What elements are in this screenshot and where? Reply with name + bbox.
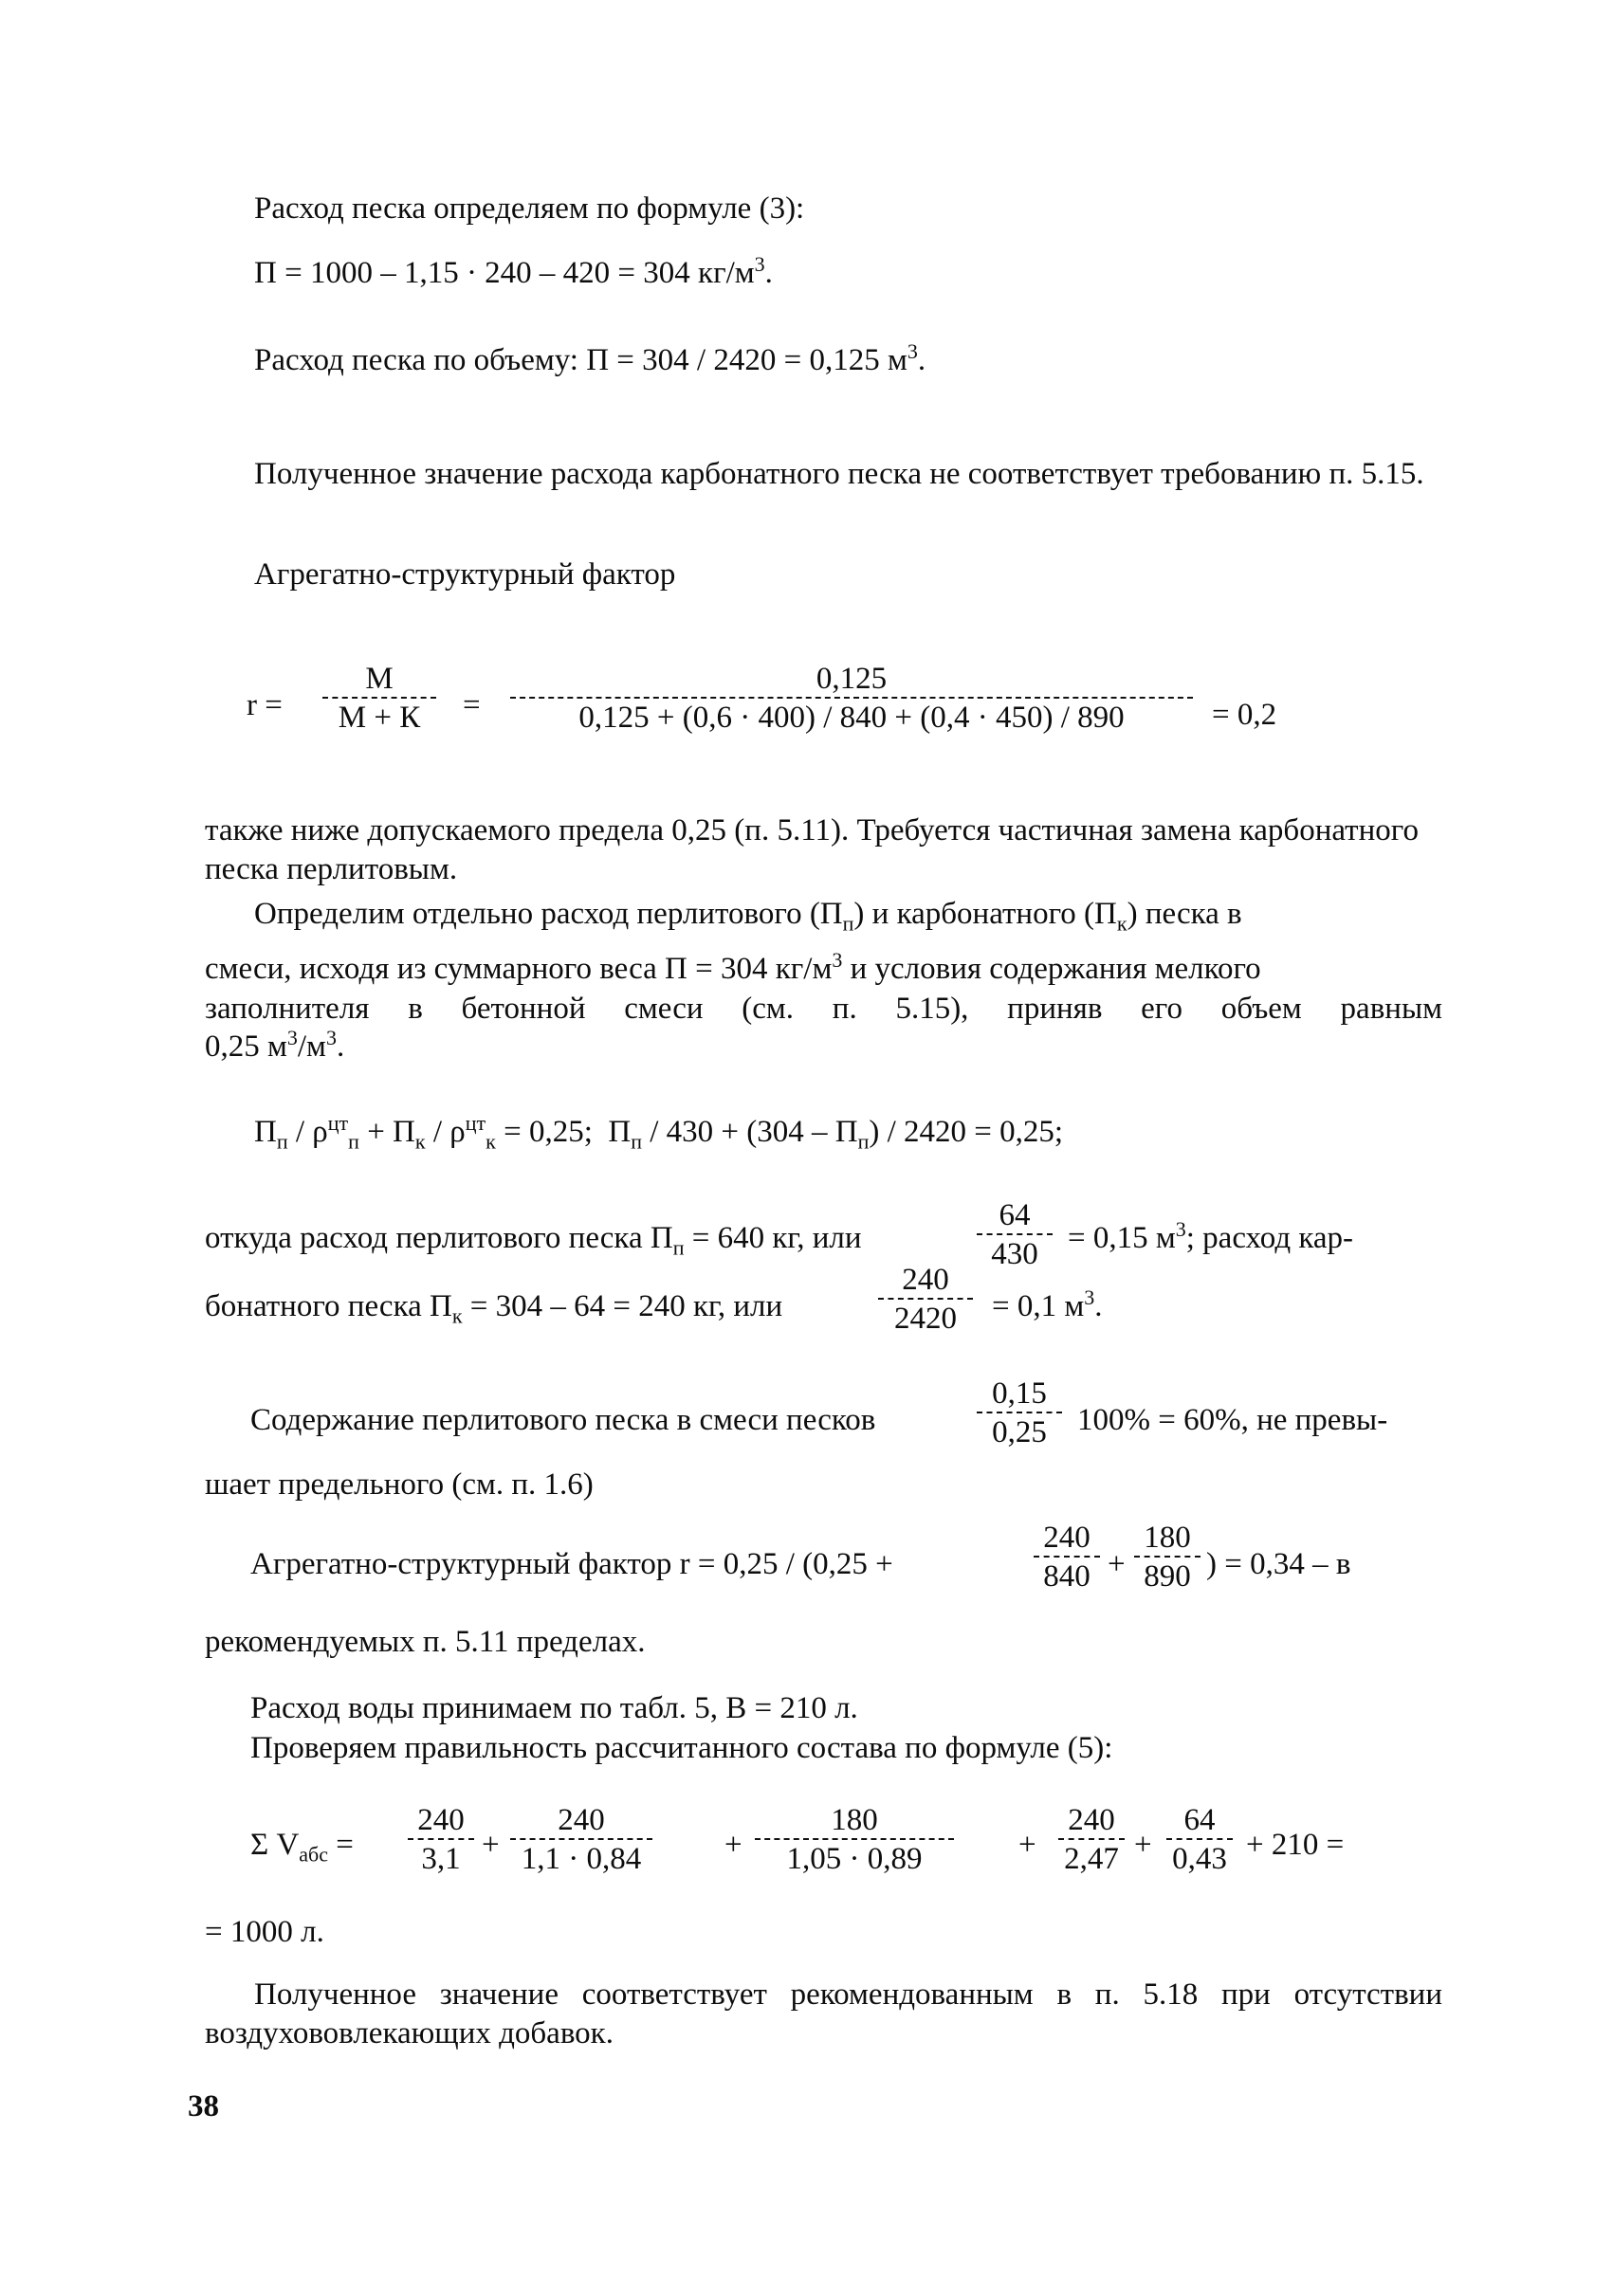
fraction-content: $\frac{0,15}{0,25}$ xyxy=(977,1378,1062,1449)
text-line: = 1000 л. xyxy=(205,1915,324,1949)
text-plus: + xyxy=(1018,1828,1036,1862)
text-line: рекомендуемых п. 5.11 пределах. xyxy=(205,1625,646,1659)
fraction-r2-a: $\frac{240}{840}$ xyxy=(1034,1522,1100,1593)
text-plus: + xyxy=(1134,1828,1152,1862)
fraction-sum-4: $\frac{240}{2,47}$ xyxy=(1058,1805,1125,1875)
fraction-sum-1: $\frac{240}{3,1}$ xyxy=(408,1805,474,1875)
formula-r-lhs: r = xyxy=(247,688,283,722)
text-line: 0,25 $м^3/м^3$. xyxy=(205,1026,345,1064)
formula-sand-weight: П = 1000 – 1,15 · 240 – 420 = 304 $кг/м^3$. xyxy=(254,252,773,290)
formula-r-eq: = xyxy=(463,688,481,722)
text-line: Проверяем правильность рассчитанного состава по формуле (5): xyxy=(250,1731,1113,1765)
text-line: Агрегатно-структурный фактор r = 0,25 / (0,25 + xyxy=(250,1547,893,1581)
formula-sum-tail: + 210 = xyxy=(1246,1828,1345,1862)
text-line: 100% = 60%, не превы- xyxy=(1077,1403,1388,1437)
formula-sum-lhs: Σ $V_{абс}$ = xyxy=(250,1828,354,1867)
text-plus: + xyxy=(724,1828,742,1862)
formula-sand-volume: Расход песка по объему: П = 304 / 2420 = 0,125 $м^3$. xyxy=(254,339,926,377)
text-line: откуда расход перлитового песка $П_п = 640$ кг, или xyxy=(205,1221,862,1260)
text-paragraph: Полученное значение расхода карбонатного песка не соответствует требованию п. 5.15. xyxy=(254,457,1424,491)
formula-r-result: = 0,2 xyxy=(1212,698,1277,732)
text-line: Расход воды принимаем по табл. 5, В = 210 л. xyxy=(250,1691,858,1725)
text-paragraph: Полученное значение соответствует рекомендованным в п. 5.18 при отсутствии воздухововлекающих добавок. xyxy=(205,1977,1442,2050)
text-line: ) = 0,34 – в xyxy=(1206,1547,1351,1581)
text-line: бонатного песка $П_к = 304 - 64 = 240$ кг, или xyxy=(205,1289,783,1328)
fraction-sum-2: $\frac{240}{1,1 \cdot 0,84}$ xyxy=(510,1805,652,1875)
fraction-perlite: $\frac{64}{430}$ xyxy=(977,1200,1053,1270)
text-paragraph: также ниже допускаемого предела 0,25 (п. 5.11). Требуется частичная замена карбонатного песка перлитовым. xyxy=(205,813,1419,886)
formula-mix: $П_п / \rho^{цт}_п + П_к / \rho^{цт}_к = 0,25$; $П_п / 430 + (304 - П_п) / 2420 = 0,25$; xyxy=(254,1111,1064,1154)
text-line: Расход песка определяем по формуле (3): xyxy=(254,191,805,226)
text-line: Содержание перлитового песка в смеси песков xyxy=(250,1403,876,1437)
text-plus: + xyxy=(1108,1547,1126,1581)
text-line: = 0,15 $м^3$; расход кар- xyxy=(1068,1217,1354,1255)
fraction-sum-3: $\frac{180}{1,05 \cdot 0,89}$ xyxy=(755,1805,954,1875)
fraction-r-value: $\frac{0,125}{0,125 + (0,6 \cdot 400) / 840 + (0,4 \cdot 450) / 890}$ xyxy=(510,664,1193,734)
page-number: 38 xyxy=(188,2089,219,2123)
text-line: Определим отдельно расход перлитового $(П_п)$ и карбонатного $(П_к)$ песка в xyxy=(254,897,1242,936)
text-line: = 0,1 $м^3$. xyxy=(992,1285,1103,1323)
fraction-sum-5: $\frac{64}{0,43}$ xyxy=(1166,1805,1233,1875)
text-line: смеси, исходя из суммарного веса П = 304 $кг/м^3$ и условия содержания мелкого xyxy=(205,948,1261,986)
fraction-r2-b: $\frac{180}{890}$ xyxy=(1134,1522,1201,1593)
fraction-m-mk: М М + К xyxy=(322,664,436,734)
text-line: Агрегатно-структурный фактор xyxy=(254,557,676,592)
text-plus: + xyxy=(482,1828,500,1862)
text-line: заполнителя в бетонной смеси (см. п. 5.15), приняв его объем равным xyxy=(205,992,1442,1026)
fraction-carbonate: $\frac{240}{2420}$ xyxy=(878,1265,973,1335)
text-line: шает предельного (см. п. 1.6) xyxy=(205,1467,594,1502)
